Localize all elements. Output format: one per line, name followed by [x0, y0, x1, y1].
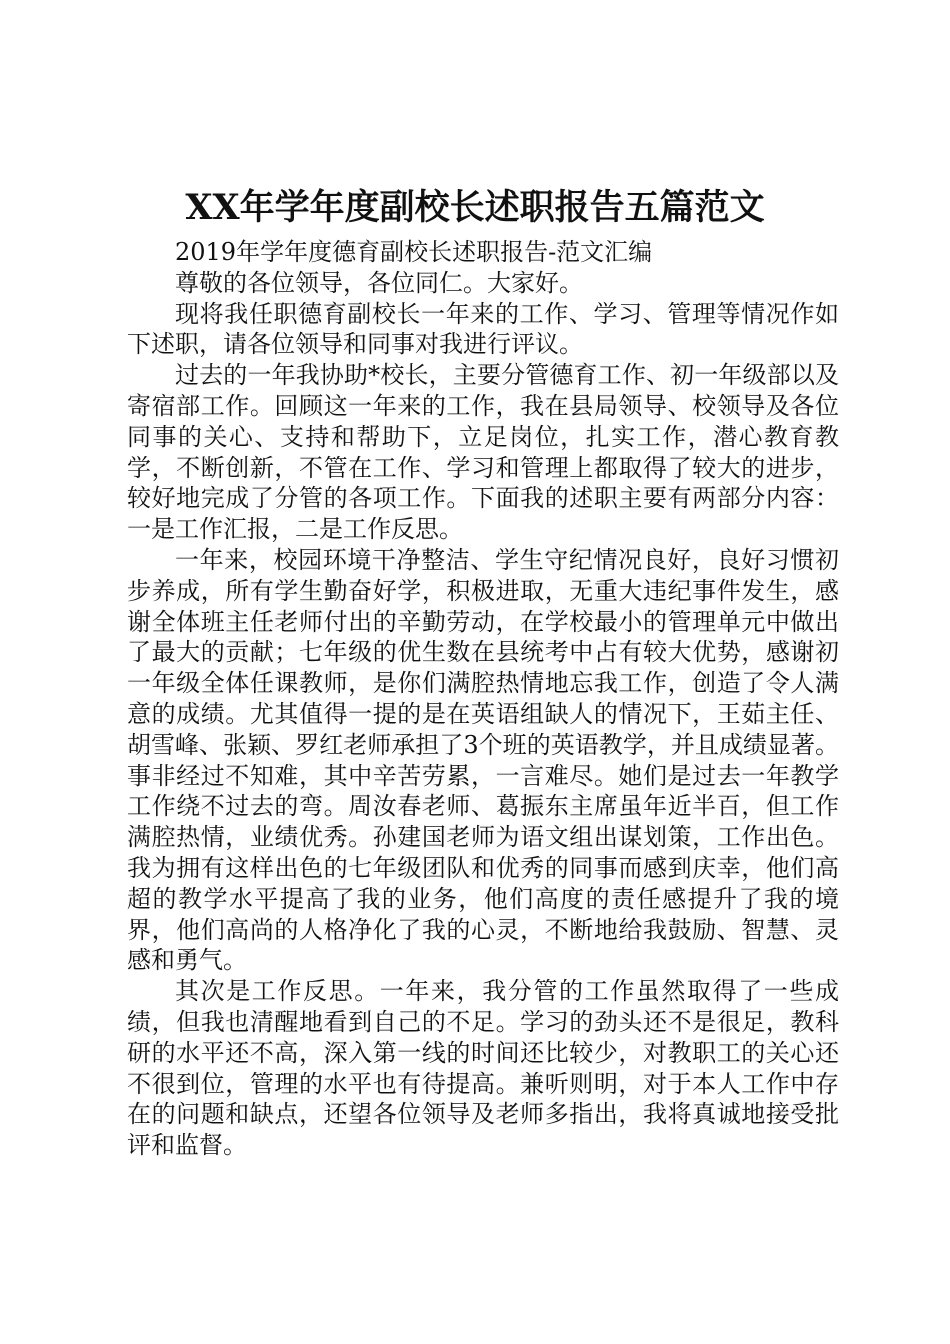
- overview-paragraph: 过去的一年我协助*校长，主要分管德育工作、初一年级部以及寄宿部工作。回顾这一年来的工作，我在县局领导、校领导及各位同事的关心、支持和帮助下，立足岗位，扎实工作，潜心教育教学，不断创新，不管在工作、学习和管理上都取得了较大的进步，较好地完成了分管的各项工作。下面我的述职主要有两部分内容：一是工作汇报，二是工作反思。: [127, 361, 839, 544]
- document-body: [127, 237, 839, 1161]
- intro-paragraph: 现将我任职德育副校长一年来的工作、学习、管理等情况作如下述职，请各位领导和同事对我进行评议。: [127, 299, 839, 359]
- subtitle-paragraph: 2019年学年度德育副校长述职报告-范文汇编: [175, 238, 653, 266]
- work-report-paragraph: 一年来，校园环境干净整洁、学生守纪情况良好，良好习惯初步养成，所有学生勤奋好学，积极进取，无重大违纪事件发生，感谢全体班主任老师付出的辛勤劳动，在学校最小的管理单元中做出了最大的贡献；七年级的优生数在县统考中占有较大优势，感谢初一年级全体任课教师，是你们满腔热情地忘我工作，创造了令人满意的成绩。尤其值得一提的是在英语组缺人的情况下，王茹主任、胡雪峰、张颖、罗红老师承担了3个班的英语教学，并且成绩显著。事非经过不知难，其中辛苦劳累，一言难尽。她们是过去一年教学工作绕不过去的弯。周汝春老师、葛振东主席虽年近半百，但工作满腔热情，业绩优秀。孙建国老师为语文组出谋划策，工作出色。我为拥有这样出色的七年级团队和优秀的同事而感到庆幸，他们高超的教学水平提高了我的业务，他们高度的责任感提升了我的境界，他们高尚的人格净化了我的心灵，不断地给我鼓励、智慧、灵感和勇气。: [127, 545, 839, 975]
- reflection-paragraph: 其次是工作反思。一年来，我分管的工作虽然取得了一些成绩，但我也清醒地看到自己的不足。学习的劲头还不是很足，教科研的水平还不高，深入第一线的时间还比较少，对教职工的关心还不很到位，管理的水平也有待提高。兼听则明，对于本人工作中存在的问题和缺点，还望各位领导及老师多指出，我将真诚地接受批评和监督。: [127, 977, 839, 1160]
- document-title: XX年学年度副校长述职报告五篇范文: [185, 187, 765, 228]
- greeting-paragraph: 尊敬的各位领导，各位同仁。大家好。: [175, 268, 583, 297]
